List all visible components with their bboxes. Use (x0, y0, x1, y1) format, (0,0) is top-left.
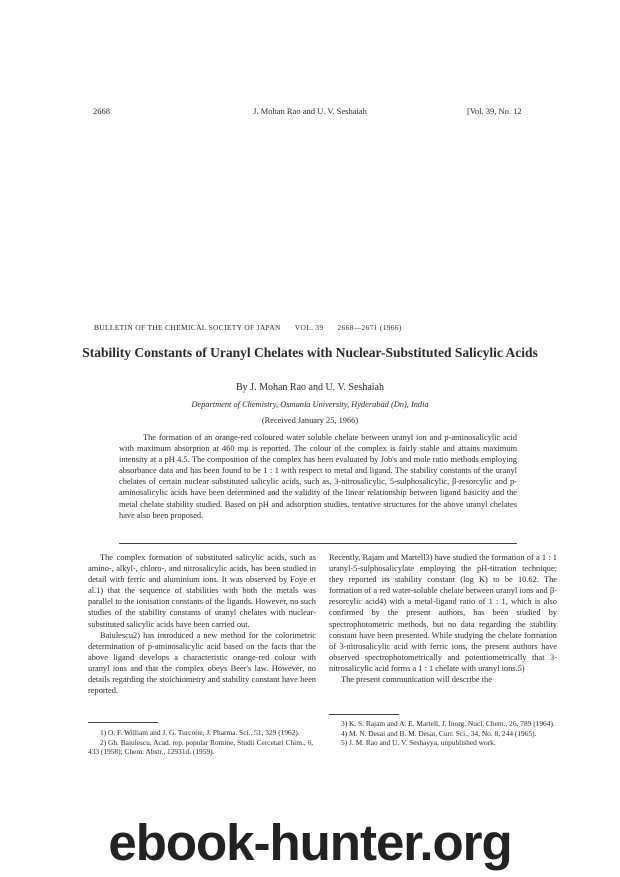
page-number: 2668 (93, 106, 110, 116)
footnotes-left (88, 728, 316, 757)
footnote: 5) J. M. Rao and U. V. Seshayya, unpublished work. (341, 738, 496, 747)
footnote: 1) O. F. William and J. G. Turcotte, J. Pharma. Sci., 51, 329 (1962). (100, 728, 300, 737)
body-paragraph: Recently, Rajam and Martell3) have studied the formation of a 1 : 1 uranyl-5-sulphosalicylate employing the pH-titration technique; they reported its stability constant (log K) to be 10.62. The formation of a red water-soluble chelate between uranyl ions and β-resorcylic acid4) with a metal-ligand ratio of 1 : 1, which is also confirmed by the present authors, has been studied by spectrophotometric methods, but no data regarding the stability constant have been presented. While studying the chelate formation of 3-nitrosalicylic acid with ferric ions, the present authors have observed spectrophotometrically and potentiometrically that 3-nitrosalicylic acid forms a 1 : 1 chelate with uranyl ions.5) (329, 553, 557, 673)
received-date: (Received January 25, 1966) (261, 416, 359, 425)
abstract: The formation of an orange-red coloured water soluble chelate between uranyl ion and p-aminosalicylic acid with maximum absorption at 460 mμ is reported. The colour of the complex is fairly stable and attains maximum intensity at a pH 4.5. The composition of the complex has been evaluated by Job's and mole ratio methods employing absorbance data and has been found to be 1 : 1 with respect to metal and ligand. The stability constants of the uranyl chelates of certain nuclear substituted salicylic acids, such as, 3-nitrosalicylic, 5-sulphosalicylic, β-resorcylic and p-aminosalicylic acids have been determined and the validity of the linear relationship between ligand basicity and the metal chelate stability studied. Based on pH and adsorption studies, tentative structures for the above uranyl chelates have also been proposed. (119, 433, 517, 520)
affiliation: Department of Chemistry, Osmania University, Hyderabad (Dn), India (191, 400, 429, 409)
body-paragraph: The complex formation of substituted salicylic acids, such as amino-, alkyl-, chloro-, and nitrosalicylic acids, has been studied in detail with ferric and aluminium ions. It was observed by Foye et al.1) that the sequence of stabilities with both the metals was parallel to the ionisation constants of the ligands. However, no such studies of the stability constants of uranyl chelates with nuclear-substituted salicylic acids have been carried out. (88, 553, 316, 629)
author-line: By J. Mohan Rao and U. V. Seshaiah (236, 382, 384, 393)
body-paragraph: Baiulescu2) has introduced a new method for the colorimetric determination of p-aminosalicylic acid based on the facts that the above ligand develops a characteristic orange-red colour with uranyl ions and that the complex obeys Beer's law. However, no details regarding the stoichiometry and stability constant have been reported. (88, 630, 316, 696)
volume-issue: [Vol. 39, No. 12 (467, 106, 522, 116)
footnote-rule (88, 722, 158, 723)
footnote: 2) Gh. Baiulescu, Acad. rep. popular Romine, Studii Cercetari Chim., 6, 433 (1958); Chem. Abstr., 12931d, (1959). (88, 737, 314, 756)
abstract-rule (119, 543, 517, 544)
article-title: Stability Constants of Uranyl Chelates with Nuclear-Substituted Salicylic Acids (82, 345, 538, 360)
footnote-rule (329, 714, 399, 715)
journal-name: BULLETIN OF THE CHEMICAL SOCIETY OF JAPAN (94, 323, 281, 332)
volume-label: VOL. 39 (294, 323, 324, 332)
body-right-column (329, 552, 557, 685)
footnotes-right (329, 719, 557, 748)
body-left-column (88, 552, 316, 696)
journal-citation-line (94, 323, 554, 332)
footnote: 3) K. S. Rajam and A. E. Martell, J. Inorg. Nucl. Chem., 26, 789 (1964). (341, 719, 555, 728)
watermark-banner: ebook-hunter.org (108, 814, 512, 871)
footnote: 4) M. N. Desai and B. M. Desai, Curr. Sci., 34, No. 8, 244 (1965). (341, 728, 537, 738)
running-title: J. Mohan Rao and U. V. Seshaiah (253, 106, 367, 116)
body-paragraph: The present communication will describe the (341, 675, 492, 685)
page-range: 2668—2671 (1966) (337, 323, 402, 332)
